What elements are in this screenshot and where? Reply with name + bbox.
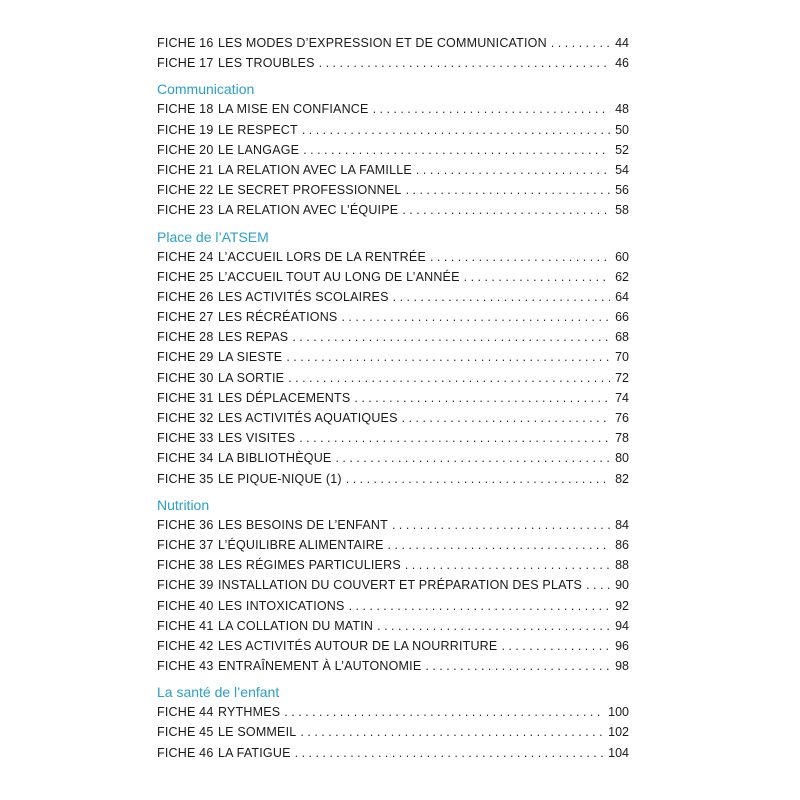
page-number: 64 bbox=[615, 289, 629, 304]
entry-title: RYTHMES bbox=[218, 705, 281, 720]
dot-leader bbox=[286, 347, 610, 367]
dot-leader bbox=[402, 408, 610, 428]
toc-entry[interactable] bbox=[157, 180, 629, 200]
toc-entry[interactable] bbox=[157, 247, 629, 267]
toc-entry[interactable] bbox=[157, 160, 629, 180]
entry-title: LES ACTIVITÉS AUTOUR DE LA NOURRITURE bbox=[218, 638, 498, 653]
toc-entry[interactable] bbox=[157, 327, 629, 347]
toc-entry[interactable] bbox=[157, 428, 629, 448]
toc-entry[interactable] bbox=[157, 99, 629, 119]
dot-leader bbox=[430, 247, 610, 267]
page-number: 68 bbox=[615, 330, 629, 345]
dot-leader bbox=[341, 307, 610, 327]
entry-title: L’ACCUEIL TOUT AU LONG DE L’ANNÉE bbox=[218, 269, 460, 284]
dot-leader bbox=[392, 515, 610, 535]
fiche-number: FICHE 16 bbox=[157, 36, 214, 50]
toc-entry[interactable] bbox=[157, 535, 629, 555]
fiche-number: FICHE 28 bbox=[157, 330, 214, 345]
toc-entry[interactable] bbox=[157, 200, 629, 220]
page-number: 50 bbox=[615, 122, 629, 137]
fiche-number: FICHE 43 bbox=[157, 659, 214, 674]
page-number: 102 bbox=[608, 725, 629, 740]
entry-title: LA COLLATION DU MATIN bbox=[218, 618, 374, 633]
dot-leader bbox=[292, 327, 610, 347]
dot-leader bbox=[402, 200, 610, 220]
toc-entry[interactable] bbox=[157, 140, 629, 160]
entry-title: LA MISE EN CONFIANCE bbox=[218, 102, 369, 117]
fiche-number: FICHE 45 bbox=[157, 725, 214, 740]
page-number: 60 bbox=[615, 249, 629, 264]
entry-title: LES BESOINS DE L’ENFANT bbox=[218, 517, 388, 532]
fiche-number: FICHE 19 bbox=[157, 122, 214, 137]
fiche-number: FICHE 21 bbox=[157, 162, 214, 177]
page-number: 48 bbox=[615, 102, 629, 117]
page-number: 54 bbox=[615, 162, 629, 177]
dot-leader bbox=[299, 428, 610, 448]
fiche-number: FICHE 24 bbox=[157, 249, 214, 264]
page-number: 98 bbox=[615, 659, 629, 674]
dot-leader bbox=[405, 555, 610, 575]
toc-entry[interactable] bbox=[157, 656, 629, 676]
entry-title: LA BIBLIOTHÈQUE bbox=[218, 451, 332, 466]
fiche-number: FICHE 38 bbox=[157, 558, 214, 573]
entry-title: LA SORTIE bbox=[218, 370, 285, 385]
dot-leader bbox=[288, 368, 610, 388]
toc-entry[interactable] bbox=[157, 555, 629, 575]
entry-title: LES MODES D’EXPRESSION ET DE COMMUNICATION bbox=[218, 36, 547, 50]
toc-entry[interactable] bbox=[157, 515, 629, 535]
fiche-number: FICHE 32 bbox=[157, 411, 214, 425]
fiche-number: FICHE 44 bbox=[157, 705, 214, 720]
dot-leader bbox=[300, 722, 603, 742]
dot-leader bbox=[501, 636, 610, 656]
page-number: 72 bbox=[615, 370, 629, 385]
entry-title: LA RELATION AVEC L’ÉQUIPE bbox=[218, 203, 399, 218]
toc-entry[interactable] bbox=[157, 368, 629, 388]
entry-title: LES TROUBLES bbox=[218, 56, 315, 71]
toc-entry[interactable] bbox=[157, 702, 629, 722]
page-number: 82 bbox=[615, 471, 629, 486]
page-number: 104 bbox=[608, 745, 629, 760]
page-number: 78 bbox=[615, 431, 629, 446]
fiche-number: FICHE 22 bbox=[157, 183, 214, 198]
dot-leader bbox=[393, 287, 610, 307]
entry-title: LA RELATION AVEC LA FAMILLE bbox=[218, 162, 412, 177]
entry-title: LA SIESTE bbox=[218, 350, 283, 365]
dot-leader bbox=[354, 388, 610, 408]
page-number: 66 bbox=[615, 310, 629, 325]
fiche-number: FICHE 36 bbox=[157, 517, 214, 532]
toc-entry[interactable] bbox=[157, 307, 629, 327]
toc-entry[interactable] bbox=[157, 469, 629, 489]
fiche-number: FICHE 18 bbox=[157, 102, 214, 117]
entry-title: LE LANGAGE bbox=[218, 142, 300, 157]
entry-title: LES RÉCRÉATIONS bbox=[218, 310, 338, 325]
entry-title: INSTALLATION DU COUVERT ET PRÉPARATION DES PLATS bbox=[218, 578, 583, 593]
entry-title: LA FATIGUE bbox=[218, 745, 291, 760]
entry-title: LE SOMMEIL bbox=[218, 725, 297, 740]
dot-leader bbox=[346, 469, 610, 489]
page-number: 88 bbox=[615, 558, 629, 573]
dot-leader bbox=[388, 535, 610, 555]
toc-entry[interactable] bbox=[157, 347, 629, 367]
page-number: 96 bbox=[615, 638, 629, 653]
page-number: 56 bbox=[615, 183, 629, 198]
dot-leader bbox=[302, 120, 610, 140]
toc-entry[interactable] bbox=[157, 388, 629, 408]
fiche-number: FICHE 23 bbox=[157, 203, 214, 218]
page-number: 76 bbox=[615, 411, 629, 425]
dot-leader bbox=[377, 616, 610, 636]
page-number: 74 bbox=[615, 390, 629, 405]
page-number: 92 bbox=[615, 598, 629, 613]
toc-entry[interactable] bbox=[157, 616, 629, 636]
section-heading: La santé de l’enfant bbox=[157, 684, 280, 701]
dot-leader bbox=[303, 140, 610, 160]
dot-leader bbox=[425, 656, 610, 676]
dot-leader bbox=[373, 99, 610, 119]
entry-title: L’ÉQUILIBRE ALIMENTAIRE bbox=[218, 537, 384, 552]
entry-title: LES REPAS bbox=[218, 330, 289, 345]
toc-entry[interactable] bbox=[157, 596, 629, 616]
fiche-number: FICHE 27 bbox=[157, 310, 214, 325]
toc-entry[interactable] bbox=[157, 53, 629, 73]
section-heading: Nutrition bbox=[157, 496, 210, 513]
table-of-contents bbox=[157, 33, 629, 763]
toc-entry[interactable] bbox=[157, 287, 629, 307]
page-number: 86 bbox=[615, 537, 629, 552]
page-number: 70 bbox=[615, 350, 629, 365]
page-number: 46 bbox=[615, 56, 629, 71]
fiche-number: FICHE 31 bbox=[157, 390, 214, 405]
section-heading: Place de l’ATSEM bbox=[157, 228, 269, 245]
entry-title: L’ACCUEIL LORS DE LA RENTRÉE bbox=[218, 249, 426, 264]
page-number: 100 bbox=[608, 705, 629, 720]
toc-entry[interactable] bbox=[157, 267, 629, 287]
toc-entry[interactable] bbox=[157, 120, 629, 140]
dot-leader bbox=[416, 160, 610, 180]
fiche-number: FICHE 20 bbox=[157, 142, 214, 157]
dot-leader bbox=[319, 53, 610, 73]
toc-entry[interactable] bbox=[157, 33, 629, 53]
toc-entry[interactable] bbox=[157, 636, 629, 656]
section-heading: Communication bbox=[157, 81, 255, 98]
page-number: 58 bbox=[615, 203, 629, 218]
fiche-number: FICHE 42 bbox=[157, 638, 214, 653]
fiche-number: FICHE 37 bbox=[157, 537, 214, 552]
fiche-number: FICHE 40 bbox=[157, 598, 214, 613]
fiche-number: FICHE 17 bbox=[157, 56, 214, 71]
page-number: 44 bbox=[615, 36, 629, 50]
fiche-number: FICHE 30 bbox=[157, 370, 214, 385]
entry-title: LES RÉGIMES PARTICULIERS bbox=[218, 558, 401, 573]
entry-title: LE SECRET PROFESSIONNEL bbox=[218, 183, 402, 198]
dot-leader bbox=[349, 596, 610, 616]
dot-leader bbox=[464, 267, 610, 287]
toc-entry[interactable] bbox=[157, 722, 629, 742]
fiche-number: FICHE 41 bbox=[157, 618, 214, 633]
fiche-number: FICHE 25 bbox=[157, 269, 214, 284]
page-number: 52 bbox=[615, 142, 629, 157]
page-number: 80 bbox=[615, 451, 629, 466]
entry-title: LES VISITES bbox=[218, 431, 296, 446]
fiche-number: FICHE 29 bbox=[157, 350, 214, 365]
entry-title: LES ACTIVITÉS SCOLAIRES bbox=[218, 289, 389, 304]
entry-title: LE PIQUE-NIQUE (1) bbox=[218, 471, 342, 486]
dot-leader bbox=[295, 743, 604, 763]
fiche-number: FICHE 39 bbox=[157, 578, 214, 593]
dot-leader bbox=[406, 180, 610, 200]
dot-leader bbox=[551, 33, 610, 53]
fiche-number: FICHE 33 bbox=[157, 431, 214, 446]
page-number: 84 bbox=[615, 517, 629, 532]
dot-leader bbox=[586, 575, 610, 595]
entry-title: ENTRAÎNEMENT À L’AUTONOMIE bbox=[218, 659, 422, 674]
toc-entry[interactable] bbox=[157, 575, 629, 595]
entry-title: LE RESPECT bbox=[218, 122, 298, 137]
toc-entry[interactable] bbox=[157, 408, 629, 428]
fiche-number: FICHE 46 bbox=[157, 745, 214, 760]
dot-leader bbox=[284, 702, 603, 722]
page-number: 90 bbox=[615, 578, 629, 593]
entry-title: LES INTOXICATIONS bbox=[218, 598, 345, 613]
page-number: 94 bbox=[615, 618, 629, 633]
entry-title: LES DÉPLACEMENTS bbox=[218, 390, 351, 405]
fiche-number: FICHE 34 bbox=[157, 451, 214, 466]
toc-entry[interactable] bbox=[157, 448, 629, 468]
dot-leader bbox=[335, 448, 610, 468]
fiche-number: FICHE 26 bbox=[157, 289, 214, 304]
page-number: 62 bbox=[615, 269, 629, 284]
fiche-number: FICHE 35 bbox=[157, 471, 214, 486]
toc-entry[interactable] bbox=[157, 743, 629, 763]
entry-title: LES ACTIVITÉS AQUATIQUES bbox=[218, 411, 398, 425]
